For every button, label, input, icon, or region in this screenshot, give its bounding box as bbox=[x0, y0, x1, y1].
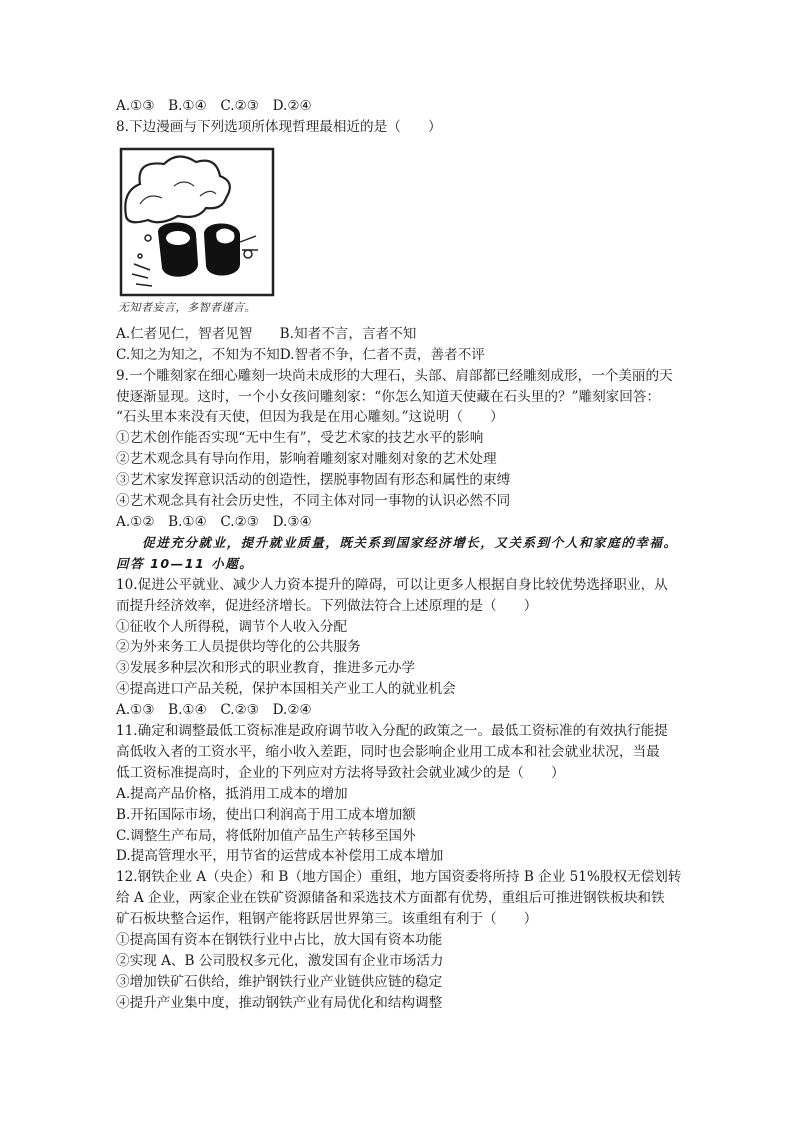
q8-stem: 8.下边漫画与下列选项所体现哲理最相近的是（ ） bbox=[116, 118, 442, 135]
q9-options: A.①② B.①④ C.②③ D.③④ bbox=[116, 513, 312, 530]
q11-stem-line1: 11.确定和调整最低工资标准是政府调节收入分配的政策之一。最低工资标准的有效执行能提 bbox=[116, 723, 668, 740]
q9-item-4: ④艺术观念具有社会历史性，不同主体对同一事物的认识必然不同 bbox=[116, 493, 511, 510]
cartoon-caption: 无知者妄言，多智者谨言。 bbox=[118, 300, 256, 314]
q11-choice-d: D.提高管理水平，用节省的运营成本补偿用工成本增加 bbox=[116, 848, 444, 865]
section-intro-line1: 促进充分就业，提升就业质量，既关系到国家经济增长，又关系到个人和家庭的幸福。 bbox=[142, 534, 678, 550]
q9-item-2: ②艺术观念具有导向作用，影响着雕刻家对雕刻对象的艺术处理 bbox=[116, 451, 497, 468]
q10-stem-line1: 10.促进公平就业、减少人力资本提升的障碍，可以让更多人根据自身比较优势选择职业，从 bbox=[116, 576, 668, 593]
section-intro-line2: 回答 10—11 小题。 bbox=[116, 555, 254, 571]
q9-stem-line3: “石头里本来没有天使，但因为我是在用心雕刻。”这说明（ ） bbox=[116, 409, 504, 426]
q11-stem-line3: 低工资标准提高时，企业的下列应对方法将导致社会就业减少的是（ ） bbox=[116, 764, 565, 781]
q9-stem-line1: 9.一个雕刻家在细心雕刻一块尚未成形的大理石，头部、肩部都已经雕刻成形，一个美丽的天 bbox=[116, 367, 673, 384]
q8-options-row2: C.知之为知之，不知为不知D.智者不争，仁者不责，善者不评 bbox=[116, 346, 485, 363]
q12-item-4: ④提升产业集中度，推动钢铁产业有局优化和结构调整 bbox=[116, 994, 443, 1011]
q11-choice-b: B.开拓国际市场，使出口利润高于用工成本增加额 bbox=[116, 806, 416, 823]
q12-item-2: ②实现 A、B 公司股权多元化，激发国有企业市场活力 bbox=[116, 953, 444, 969]
q12-stem-line3: 矿石板块整合运作，粗钢产能将跃居世界第三。该重组有利于（ ） bbox=[116, 911, 538, 928]
q10-stem-line2: 而提升经济效率，促进经济增长。下列做法符合上述原理的是（ ） bbox=[116, 597, 538, 614]
q9-item-1: ①艺术创作能否实现“无中生有”，受艺术家的技艺水平的影响 bbox=[116, 430, 484, 447]
exam-page bbox=[116, 96, 686, 1014]
q10-item-1: ①征收个人所得税，调节个人收入分配 bbox=[116, 618, 348, 635]
q8-options-row1: A.仁者见仁，智者见智 B.知者不言，言者不知 bbox=[116, 325, 417, 342]
q11-choice-c: C.调整生产布局，将低附加值产品生产转移至国外 bbox=[116, 827, 416, 844]
q12-item-3: ③增加铁矿石供给，维护钢铁行业产业链供应链的稳定 bbox=[116, 973, 443, 990]
q9-item-3: ③艺术家发挥意识活动的创造性，摆脱事物固有形态和属性的束缚 bbox=[116, 472, 511, 489]
cartoon-image bbox=[118, 146, 276, 298]
q10-item-2: ②为外来务工人员提供均等化的公共服务 bbox=[116, 639, 361, 656]
q11-stem-line2: 高低收入者的工资水平，缩小收入差距，同时也会影响企业用工成本和社会就业状况，当最 bbox=[116, 743, 660, 760]
q12-stem-line1: 12.钢铁企业 A（央企）和 B（地方国企）重组，地方国资委将所持 B 企业 51%股权无偿划转 bbox=[116, 869, 682, 886]
q7-options: A.①③ B.①④ C.②③ D.②④ bbox=[116, 98, 312, 114]
q9-stem-line2: 使逐渐显现。这时，一个小女孩问雕刻家：“你怎么知道天使藏在石头里的？”雕刻家回答： bbox=[116, 388, 661, 405]
q10-item-3: ③发展多种层次和形式的职业教育，推进多元办学 bbox=[116, 660, 416, 677]
q11-choice-a: A.提高产品价格，抵消用工成本的增加 bbox=[116, 785, 348, 802]
q12-stem-line2: 给 A 企业，两家企业在铁矿资源储备和采选技术方面都有优势，重组后可推进钢铁板块和铁 bbox=[116, 890, 665, 907]
q10-item-4: ④提高进口产品关税，保护本国相关产业工人的就业机会 bbox=[116, 681, 456, 698]
cartoon-drawing bbox=[118, 146, 276, 298]
q10-options: A.①③ B.①④ C.②③ D.②④ bbox=[116, 702, 312, 719]
q12-item-1: ①提高国有资本在钢铁行业中占比，放大国有资本功能 bbox=[116, 932, 443, 949]
